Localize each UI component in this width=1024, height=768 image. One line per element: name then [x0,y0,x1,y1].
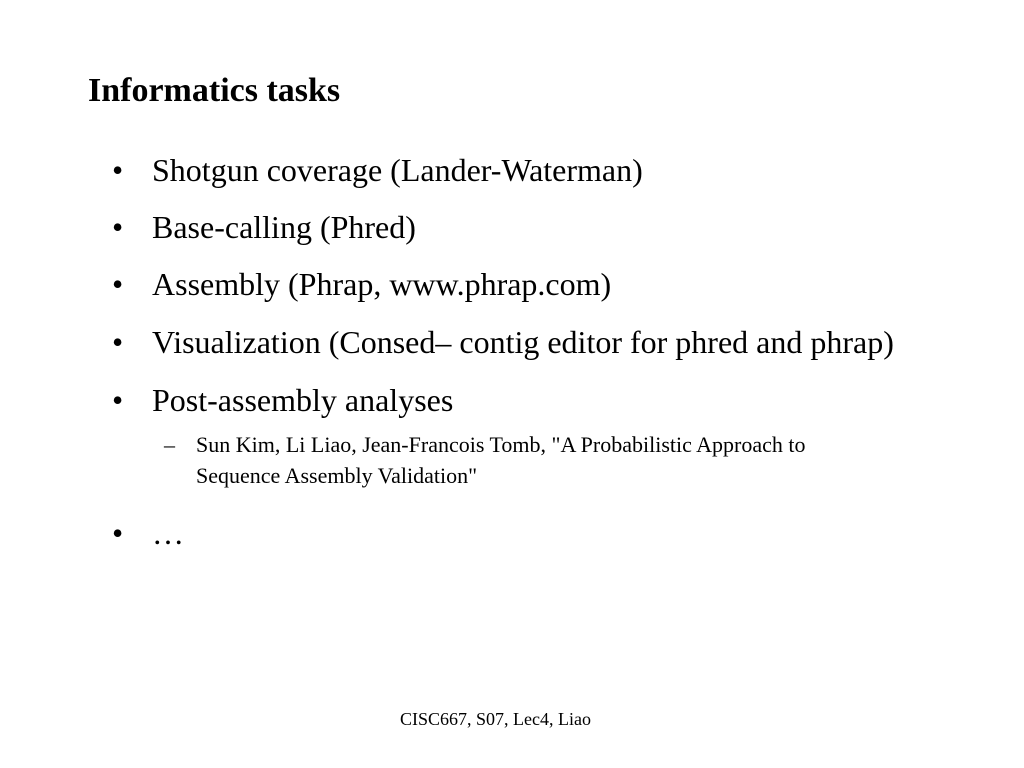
bullet-marker: • [112,515,124,551]
bullet-list [110,148,910,568]
bullet-item-base-calling [110,205,910,249]
bullet-text: Visualization (Consed– contig editor for phred and phrap) [152,324,894,360]
bullet-marker: • [112,266,124,302]
slide-title: Informatics tasks [88,72,341,109]
slide-footer: CISC667, S07, Lec4, Liao [400,709,591,729]
bullet-item-assembly [110,262,910,306]
bullet-marker: • [112,209,124,245]
bullet-text: Post-assembly analyses [152,382,454,418]
bullet-text: … [152,515,184,551]
bullet-marker: • [112,382,124,418]
bullet-item-shotgun-coverage [110,148,910,192]
bullet-text: Shotgun coverage (Lander-Waterman) [152,152,643,188]
bullet-marker: • [112,152,124,188]
bullet-item-visualization [110,319,910,365]
bullet-text: Base-calling (Phred) [152,209,416,245]
bullet-text: Assembly (Phrap, www.phrap.com) [152,266,612,302]
sub-bullet-text: Sun Kim, Li Liao, Jean-Francois Tomb, "A Probabilistic Approach to Sequence Assembly Validation" [196,432,806,488]
sub-bullet-marker: – [164,432,175,457]
bullet-item-ellipsis [110,511,910,555]
sub-bullet-citation [110,429,836,491]
bullet-marker: • [112,324,124,360]
bullet-item-post-assembly [110,378,910,422]
